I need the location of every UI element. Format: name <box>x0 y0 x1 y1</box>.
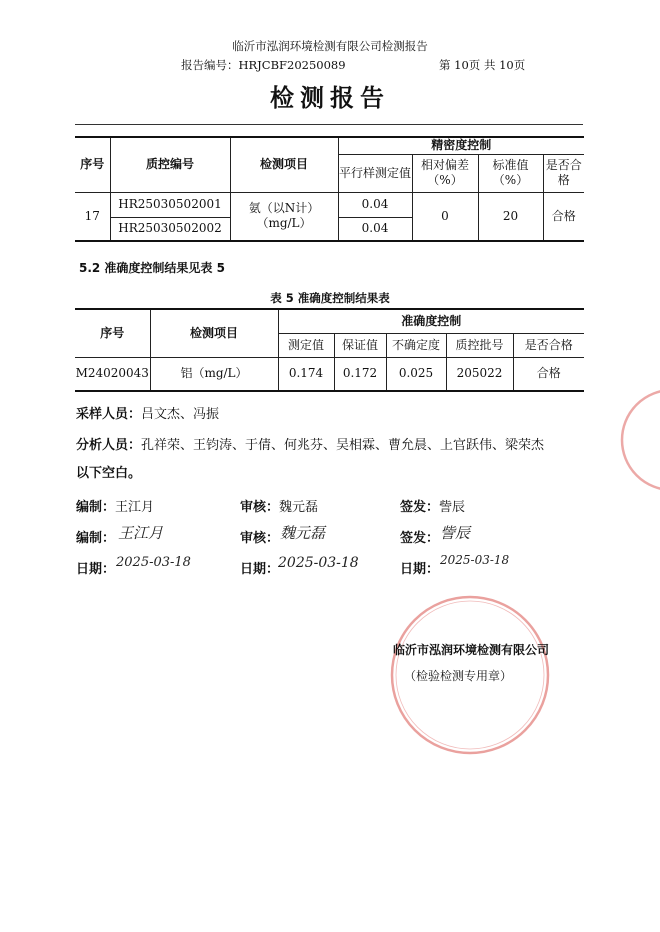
table5-caption: 表 5 准确度控制结果表 <box>270 291 390 305</box>
t5-header-certified: 保证值 <box>334 333 386 357</box>
edge-seal-icon <box>610 385 660 495</box>
title-rule <box>75 124 583 125</box>
date-label-1: 日期： <box>76 562 116 577</box>
issue-name: 訾辰 <box>439 500 466 515</box>
header-relative-deviation: 相对偏差（%） <box>412 154 478 192</box>
t5-row-batch: 205022 <box>446 357 513 391</box>
date-value-1: 2025-03-18 <box>116 555 191 570</box>
page-indicator: 第 10页 共 10页 <box>439 58 526 72</box>
date-value-2: 2025-03-18 <box>278 555 359 571</box>
header-parallel-value: 平行样测定值 <box>338 154 412 192</box>
row-test-item <box>230 192 338 241</box>
header-seq: 序号 <box>75 137 110 192</box>
sampling-label: 采样人员： <box>76 407 142 422</box>
review-label: 审核： <box>240 500 280 515</box>
t5-row-measured: 0.174 <box>278 357 334 391</box>
hand-compile-label: 编制： <box>76 531 116 546</box>
hand-issue-label: 签发： <box>400 531 440 546</box>
header-company-report: 临沂市泓润环境检测有限公司检测报告 <box>232 39 428 53</box>
page-title: 检测报告 <box>270 84 390 112</box>
compile-line <box>76 496 154 515</box>
row-value-1: 0.04 <box>338 192 412 217</box>
t5-header-accuracy-control: 准确度控制 <box>278 309 584 333</box>
hand-compile-signature: 王江月 <box>118 524 164 542</box>
row-pass: 合格 <box>543 192 584 241</box>
row-value-2: 0.04 <box>338 217 412 241</box>
t5-header-measured: 测定值 <box>278 333 334 357</box>
date-value-3: 2025-03-18 <box>440 553 510 567</box>
stamp-company: 临沂市泓润环境检测有限公司 <box>393 643 550 657</box>
header-pass: 是否合格 <box>543 154 584 192</box>
accuracy-table <box>75 308 584 392</box>
row-relative-deviation: 0 <box>412 192 478 241</box>
t5-row-seq: M24020043 <box>75 357 150 391</box>
hand-review-label: 审核： <box>240 531 280 546</box>
hand-issue-signature: 訾辰 <box>440 524 471 542</box>
t5-header-seq: 序号 <box>75 309 150 357</box>
hand-review-signature: 魏元磊 <box>280 524 326 542</box>
header-qc-number: 质控编号 <box>110 137 230 192</box>
sampling-value: 吕文杰、冯振 <box>141 407 220 422</box>
review-name: 魏元磊 <box>279 500 319 515</box>
header-precision-control: 精密度控制 <box>338 137 584 154</box>
issue-label: 签发： <box>400 500 440 515</box>
report-number: 报告编号：HRJCBF20250089 <box>181 58 346 72</box>
row-qc-number-1: HR25030502001 <box>110 192 230 217</box>
t5-header-item: 检测项目 <box>150 309 278 357</box>
row-test-item-line1: 氨（以N计） <box>248 201 320 216</box>
t5-row-pass: 合格 <box>513 357 584 391</box>
header-test-item: 检测项目 <box>230 137 338 192</box>
blank-note: 以下空白。 <box>76 466 142 481</box>
precision-table <box>75 136 584 242</box>
header-standard-value: 标准值（%） <box>478 154 543 192</box>
t5-header-uncertainty: 不确定度 <box>386 333 446 357</box>
row-seq: 17 <box>75 192 110 241</box>
section-heading-5-2: 5.2 准确度控制结果见表 5 <box>79 261 225 275</box>
t5-header-pass: 是否合格 <box>513 333 584 357</box>
t5-header-batch: 质控批号 <box>446 333 513 357</box>
analysis-value: 孔祥荣、王钧涛、于倩、何兆芬、吴相霖、曹允晨、上官跃伟、梁荣杰 <box>141 438 545 453</box>
sampling-personnel <box>76 403 219 422</box>
compile-name: 王江月 <box>115 500 155 515</box>
analysis-personnel <box>76 434 544 453</box>
issue-line <box>400 496 465 515</box>
date-label-3: 日期： <box>400 562 440 577</box>
analysis-label: 分析人员： <box>76 438 142 453</box>
t5-row-item: 铝（mg/L） <box>150 357 278 391</box>
row-standard-value: 20 <box>478 192 543 241</box>
compile-label: 编制： <box>76 500 116 515</box>
t5-row-certified: 0.172 <box>334 357 386 391</box>
row-qc-number-2: HR25030502002 <box>110 217 230 241</box>
row-test-item-line2: （mg/L） <box>256 216 312 231</box>
review-line <box>240 496 318 515</box>
stamp-subtitle: （检验检测专用章） <box>404 669 513 683</box>
date-label-2: 日期： <box>240 562 280 577</box>
t5-row-uncertainty: 0.025 <box>386 357 446 391</box>
